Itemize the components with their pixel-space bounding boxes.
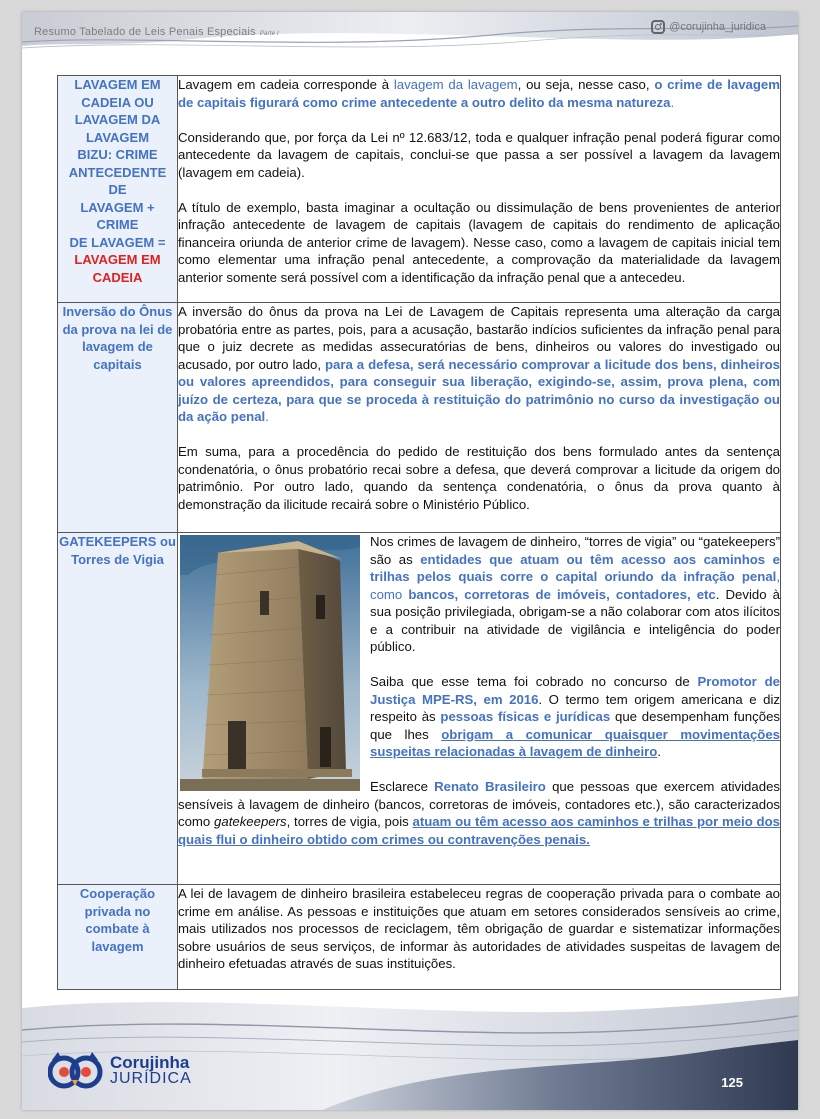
instagram-handle-text: @corujinha_juridica — [669, 21, 766, 33]
row-label-cooperacao-privada: Cooperação privada no combate à lavagem — [58, 885, 178, 990]
text-run: , torres de vigia, pois — [286, 814, 413, 829]
underlined-highlight-text: obrigam a comunicar quaisquer movimentações suspeitas relacionadas à lavagem de dinheiro — [370, 726, 780, 759]
label-line: ANTECEDENTE — [68, 164, 167, 180]
label-line: LAVAGEM — [85, 129, 150, 145]
summary-table — [57, 75, 781, 990]
italic-text: gatekeepers — [214, 814, 287, 829]
label-line: CADEIA OU — [81, 94, 154, 110]
paragraph: A título de exemplo, basta imaginar a ocultação ou dissimulação de bens provenientes de anterior infração antecedente de lavagem de capitais (lavagem de capitais do rendimento de aplicação financeira oriunda de anterior crime de lavagem). Nesse caso, como a lavagem de capitais inicial tem como elementar uma infração penal antecedente, a comprovação da materialidade da lavagem anterior somente será possível com a identificação da infração penal que a antecedeu. — [178, 199, 780, 285]
text-run: , como — [370, 569, 780, 602]
text-run: . O termo tem origem americana e diz respeito às — [370, 691, 780, 724]
text-run: , ou seja, nesse caso, — [517, 77, 655, 92]
row-content-inversao-onus — [178, 303, 781, 533]
highlight-text: entidades que atuam ou têm acesso aos caminhos e trilhas pelos quais corre o capital oriundo da infração penal — [370, 551, 780, 584]
row-content-gatekeepers — [178, 533, 781, 885]
text-run: . — [670, 94, 675, 110]
paragraph: A lei de lavagem de dinheiro brasileira estabeleceu regras de cooperação privada para o combate ao crime em análise. As pessoas e instituições que atuam em setores considerados sensíveis ao crime, mais utilizados nos processos de reciclagem, têm obrigação de guardar e sistematizar informações sobre usuários de seus serviços, de informar às autoridades de atividades suspeitas de lavagem de dinheiro efetuadas através de suas instituições. — [178, 886, 780, 971]
row-label-inversao-onus: Inversão do Ônus da prova na lei de lavagem de capitais — [58, 303, 178, 533]
underlined-highlight-text: atuam ou têm acesso aos caminhos e trilhas por meio dos quais flui o dinheiro obtido com crimes ou contravenções penais. — [178, 814, 780, 847]
row-content-cooperacao-privada — [178, 885, 781, 990]
text-run: Nos crimes de lavagem de dinheiro, “torres de vigia” ou “gatekeepers” são as — [370, 534, 780, 567]
instagram-icon — [651, 20, 665, 34]
label-line: LAVAGEM EM — [74, 77, 161, 92]
instagram-handle[interactable] — [651, 20, 766, 34]
brand-name-line1: Corujinha — [110, 1052, 190, 1072]
text-run: . — [657, 744, 661, 759]
label-line: DE LAVAGEM = — [69, 234, 166, 250]
highlight-text: Promotor de Justiça MPE-RS, em 2016 — [370, 674, 780, 707]
document-page — [22, 12, 798, 1110]
label-line-red: LAVAGEM EM — [74, 252, 161, 267]
text-run: . — [265, 409, 269, 424]
header-part: Parte I — [259, 31, 279, 37]
table-row — [58, 533, 781, 885]
text-run: A inversão do ônus da prova na Lei de Lavagem de Capitais representa uma alteração da carga probatória entre as partes, pois, para a acusação, bastarão indícios suficientes da infração penal para que o juiz decrete as medidas assecuratórias de bens, dinheiros ou valores do investigado ou acusado, por outro lado, — [178, 304, 780, 372]
paragraph: Em suma, para a procedência do pedido de restituição dos bens formulado antes da sentença condenatória, o ônus probatório recai sobre a defesa, que deverá comprovar a licitude da origem do patrimônio. Por outro lado, quando da sentença condenatória, o ônus da prova quanto à demonstração da ilicitude recairá sobre o Ministério Público. — [178, 444, 780, 512]
text-run: que desempenham funções que lhes — [370, 709, 780, 742]
header-title-text: Resumo Tabelado de Leis Penais Especiais — [34, 26, 256, 38]
text-run: que pessoas que exercem atividades sensíveis à lavagem de dinheiro (bancos, corretoras de imóveis, contadores etc.), são caracterizados como — [178, 779, 780, 829]
label-line: CRIME — [96, 217, 139, 232]
brand-logo[interactable] — [48, 1050, 192, 1090]
text-run: . Devido à sua posição privilegiada, obrigam-se a não colaborar com atos ilícitos e a contribuir na atividade de vigilância e inteligência do poder público. — [370, 586, 780, 654]
highlight-text: bancos, corretoras de imóveis, contadores, etc — [408, 586, 716, 602]
page-number: 125 — [721, 1075, 743, 1090]
text-run: Esclarece — [370, 779, 435, 794]
table-row — [58, 303, 781, 533]
highlight-text: para a defesa, será necessário comprovar a licitude dos bens, dinheiros ou valores apreendidos, para conseguir sua liberação, exigindo-se, assim, prova plena, com juízo de certeza, para que se proceda à restituição do patrimônio no curso da investigação ou da ação penal — [178, 356, 780, 424]
brand-name-line2: JURÍDICA — [110, 1069, 192, 1087]
highlight-text: lavagem da lavagem — [393, 77, 518, 92]
label-line-red: CADEIA — [92, 269, 143, 285]
row-label-gatekeepers: GATEKEEPERS ou Torres de Vigia — [58, 533, 178, 885]
owl-logo-icon — [48, 1050, 106, 1090]
highlight-text: Renato Brasileiro — [434, 779, 546, 794]
label-line: BIZU: CRIME — [77, 147, 158, 162]
brand-wordmark — [110, 1054, 192, 1087]
highlight-text: o crime de lavagem de capitais figurará como crime antecedente a outro delito da mesma natureza — [178, 77, 780, 110]
row-content-lavagem-em-cadeia — [178, 76, 781, 303]
paragraph — [178, 76, 780, 111]
highlight-text: pessoas físicas e jurídicas — [440, 709, 611, 724]
text-run: Lavagem em cadeia corresponde à — [178, 77, 394, 92]
paragraph — [178, 303, 780, 426]
row-label-lavagem-em-cadeia — [58, 76, 178, 303]
table-row — [58, 885, 781, 990]
header-title — [34, 26, 279, 38]
paragraph: Considerando que, por força da Lei nº 12.683/12, toda e qualquer infração penal poderá figurar como antecedente da lavagem de capitais, conclui-se que passa a ser possível a lavagem da lavagem (lavagem em cadeia). — [178, 129, 780, 180]
text-run: Saiba que esse tema foi cobrado no concurso de — [370, 674, 698, 689]
table-row — [58, 76, 781, 303]
label-line: LAVAGEM + — [80, 199, 155, 215]
watchtower-photo — [180, 535, 360, 791]
label-line: DE — [108, 182, 127, 197]
label-line: LAVAGEM DA — [74, 112, 161, 127]
